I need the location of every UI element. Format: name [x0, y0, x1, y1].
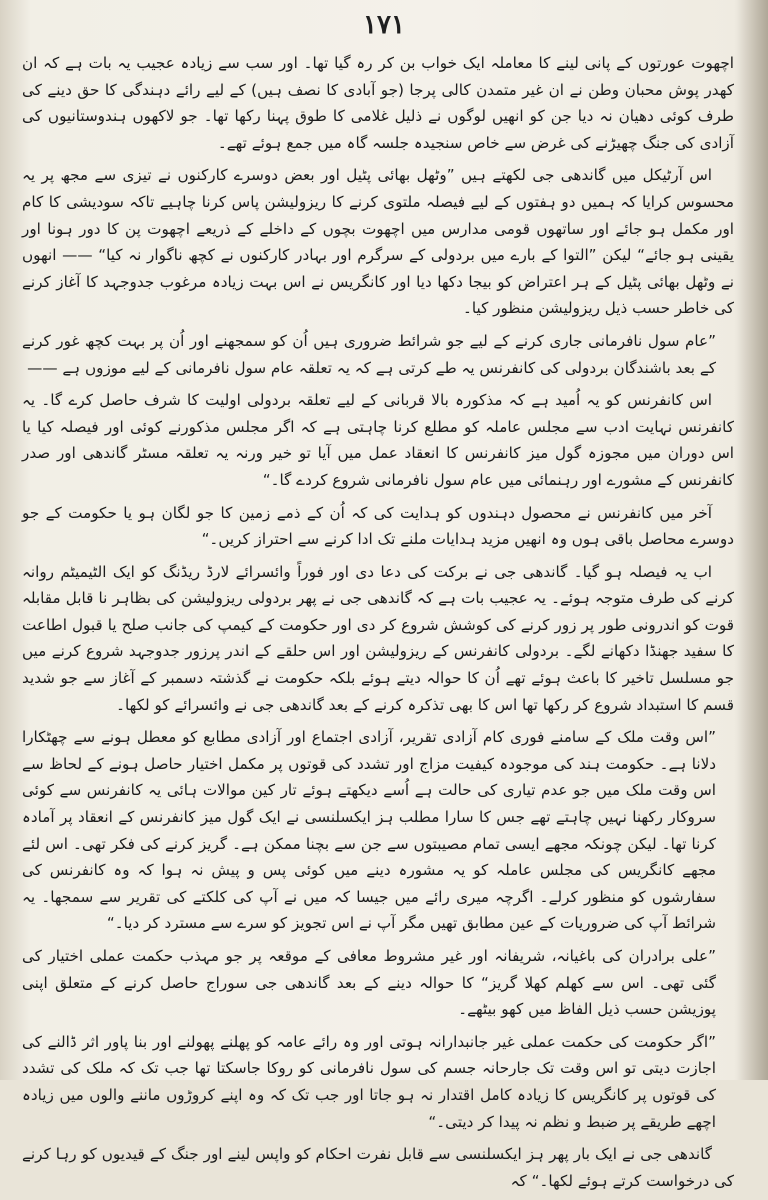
paragraph-4: اس کانفرنس کو یہ اُمید ہے کہ مذکورہ بالا قربانی کے لیے تعلقہ بردولی اولیت کا شرف حاصل کرے گا۔ یہ کانفرنس نہایت ادب سے مجلس عاملہ کو مطلع کرنا چاہتی ہے کہ اگر مجلس مذکورنے کوئی اور فیصلہ کیا یا اس دوران میں مجوزہ گول میز کانفرنس کا انعقاد عمل میں آیا تو خیر ورنہ یہ تعلقہ مسٹر گاندھی اور صدر کانفرنس کے مشورے اور رہنمائی میں عام سول نافرمانی شروع کردے گا۔“	[22, 391, 734, 489]
paragraph-6: اب یہ فیصلہ ہو گیا۔ گاندھی جی نے برکت کی دعا دی اور فوراً وائسرائے لارڈ ریڈنگ کو ایک الٹیمیٹم روانہ کرنے کی طرف متوجہ ہوئے۔ یہ عجیب بات ہے کہ گاندھی جی نے پھر بردولی ریزولیشن کی بظاہر نا قابل مقابلہ قوت کو اندرونی طور پر زور کرنے کی کوشش شروع کر دی اور حکومت کے کیمپ کی جانب صلح یا قبول اطاعت کا سفید جھنڈا دکھانے لگے۔ بردولی کانفرنس کے ریزولیشن اور اس حلقے کے اندر پرزور جدوجہد شروع کرنے میں جو مسلسل تاخیر کا باعث ہوئے تھے اُن کا حوالہ دیتے ہوئے بلکہ حکومت نے گذشتہ دسمبر کے آغاز سے جو شدید قسم کا استبداد شروع کر رکھا تھا اس کا بھی تذکرہ کرنے کے بعد گاندھی جی نے وائسرائے کو لکھا۔	[22, 562, 734, 714]
paragraph-1: اچھوت عورتوں کے پانی لینے کا معاملہ ایک خواب بن کر رہ گیا تھا۔ اور سب سے زیادہ عجیب یہ بات ہے کہ ان کھدر پوش محبان وطن نے ان غیر متمدن کالی پرجا (جو آبادی کا نصف ہیں) کے لیے رائے دہندگی کا حق دینے کی طرف کوئی دھیان نہ دیا جن کو انھیں لوگوں نے ذلیل غلامی کا طوق پہنا رکھا تھا۔ جو لاکھوں ہندوستانیوں کی آزادی کی جنگ چھیڑنے کی غرض سے خاص سنجیدہ جلسہ گاہ میں جمع ہوئے تھے۔	[22, 54, 734, 152]
paragraph-9-quote: ”اگر حکومت کی حکمت عملی غیر جانبدارانہ ہوتی اور وہ رائے عامہ کو پھلنے پھولنے اور بنا پاور اثر ڈالنے کی اجازت دیتی تو اس وقت تک جارحانہ جسم کی سول نافرمانی کو روکا جاسکتا تھا جب تک کہ ملک کی تشدد کی قوتوں پر کانگریس کا زیادہ کامل اقتدار نہ ہو جاتا اور جب تک کہ وہ اپنے کروڑوں ماننے والوں میں زیادہ اچھے طریقے پر ضبط و نظم نہ پیدا کر دیتی۔“	[22, 1032, 716, 1131]
paragraph-3-quote: ”عام سول نافرمانی جاری کرنے کے لیے جو شرائط ضروری ہیں اُن کو سمجھنے اور اُن پر بہت کچھ غور کرنے کے بعد باشندگان بردولی کی کانفرنس یہ طے کرتی ہے کہ یہ تعلقہ عام سول نافرمانی کے لیے موزوں ہے ——	[22, 331, 716, 377]
paragraph-10: گاندھی جی نے ایک بار پھر ہز ایکسلنسی سے قابل نفرت احکام کو واپس لینے اور جنگ کے قیدیوں کو رہا کرنے کی درخواست کرتے ہوئے لکھا۔“ کہ	[22, 1145, 734, 1190]
page-number: ۱۷۱	[363, 10, 405, 40]
paragraph-7-quote: ”اس وقت ملک کے سامنے فوری کام آزادی تقریر، آزادی اجتماع اور آزادی مطابع کو معطل ہونے سے چھٹکارا دلانا ہے۔ حکومت ہند کی موجودہ کیفیت مزاج اور تشدد کی قوتوں پر مکمل اختیار حاصل ہونے کے لحاظ سے اس وقت ملک میں جو عدم تیاری کی حالت ہے اُسے دیکھتے ہوئے تار کین موالات ہائی یہ کانفرنس سے کوئی سروکار رکھنا نہیں چاہتے تھے جس کا سارا مطلب ہز ایکسلنسی نے ایک گول میز کانفرنس کے انعقاد پر آمادہ کرنا تھا۔ لیکن چونکہ مجھے ایسی تمام مصیبتوں سے جن سے بچنا ممکن ہے۔ گریز کرنے کی فکر تھی۔ اس لئے مجھے کانگریس کی مجلس عاملہ کو یہ مشورہ دینے میں کوئی پس و پیش نہ ہوا کہ وہ کانفرنس کی سفارشوں کو منظور کرلے۔ اگرچہ میری رائے میں جیسا کہ میں نے آپ کی کلکتے کی تقریر سے سمجھا۔ یہ شرائط آپ کی ضروریات کے عین مطابق تھیں مگر آپ نے اس تجویز کو سرے سے مسترد کر دیا۔“	[22, 728, 716, 933]
binding-shadow	[734, 0, 768, 1080]
paragraph-2: اس آرٹیکل میں گاندھی جی لکھتے ہیں ”وٹھل بھائی پٹیل اور بعض دوسرے کارکنوں نے تیزی سے مجھ پر یہ محسوس کرایا کہ ہمیں دو ہفتوں کے لیے فیصلہ ملتوی کرنے کا ریزولیشن پاس کرنا چاہیے تاکہ سودیشی کا کام اور مکمل ہو جائے اور ساتھوں قومی مدارس میں اچھوت بچوں کے داخلے کے ذریعے اچھوت پن کا دور ہونا اور یقینی ہو جائے“ لیکن ”التوا کے بارے میں بردولی کے سرگرم اور بہادر کارکنوں نے کچھ ناگوار نہ کیا“ —— انھوں نے وٹھل بھائی پٹیل کے ہر اعتراض کو بیجا دکھا دیا اور کانگریس نے اس بہت زیادہ مرغوب جدوجہد کا آغاز کرنے کی خاطر حسب ذیل ریزولیشن منظور کیا۔	[22, 166, 734, 318]
body-text	[22, 50, 734, 1200]
paragraph-5: آخر میں کانفرنس نے محصول دہندوں کو ہدایت کی کہ اُن کے ذمے زمین کا جو لگان ہو یا حکومت کے جو دوسرے محاصل باقی ہوں وہ انھیں مزید ہدایات ملنے تک ادا کرنے سے احتراز کریں۔“	[22, 503, 734, 549]
paragraph-8-quote: ”علی برادران کی باغیانہ، شریفانہ اور غیر مشروط معافی کے موقعہ پر جو مہذب حکمت عملی اختیار کی گئی تھی۔ اس سے کھلم کھلا گریز“ کا حوالہ دینے کے بعد گاندھی جی سوراج حاصل کرنے کے متعلق اپنی پوزیشن حسب ذیل الفاظ میں کھو بیٹھے۔	[22, 947, 716, 1019]
